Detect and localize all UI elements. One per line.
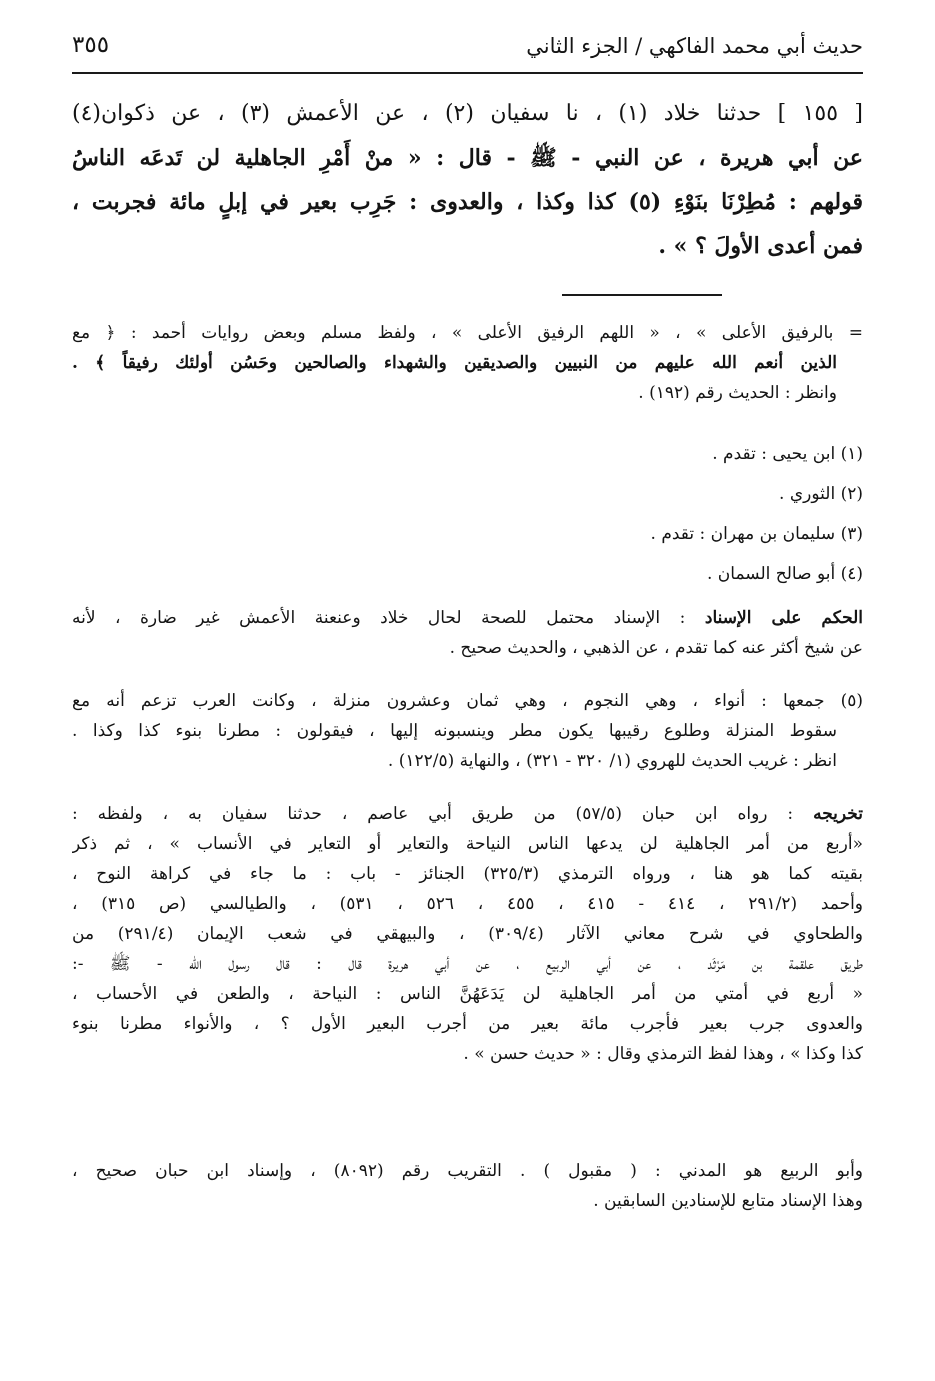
footnote-line: عن شيخ أكثر عنه كما تقدم ، عن الذهبي ، والحديث صحيح . — [449, 638, 863, 658]
footnote-line: (٣) سليمان بن مهران : تقدم . — [650, 524, 863, 544]
final-note — [72, 1156, 863, 1216]
footnote-line: (٥) جمعها : أنواء ، وهي النجوم ، وهي ثمان وعشرون منزلة ، وكانت العرب تزعم أنه مع — [72, 691, 863, 711]
ruling-text: : الإسناد محتمل للصحة لحال خلاد وعنعنة الأعمش غير ضارة ، لأنه — [72, 608, 686, 628]
ruling-label: الحكم على الإسناد — [704, 608, 863, 628]
footnote-line: = بالرفيق الأعلى » ، « اللهم الرفيق الأعلى » ، ولفظ مسلم وبعض روايات أحمد : ﴿ مع — [72, 323, 863, 343]
footnote-continued — [72, 318, 863, 408]
hadith-line: فمن أعدى الأولَ ؟ » . — [658, 233, 863, 259]
hadith-line: عن أبي هريرة ، عن النبي - ﷺ - قال : « منْ أَمْرِ الجاهلية لن تَدعَه الناسُ — [72, 145, 863, 171]
hadith-text — [72, 92, 863, 268]
footnote-line: بقيته كما هو هنا ، ورواه الترمذي (٣٢٥/٣) الجنائز - باب : ما جاء في كراهة النوح ، — [72, 864, 863, 884]
footnote-5 — [72, 686, 863, 776]
takhrij-label: تخريجه — [813, 804, 863, 824]
footnote-line: وهذا الإسناد متابع للإسنادين السابقين . — [593, 1191, 863, 1211]
footnote-line: (١) ابن يحيى : تقدم . — [712, 444, 863, 464]
hadith-line: [ ١٥٥ ] حدثنا خلاد (١) ، نا سفيان (٢) ، عن الأعمش (٣) ، عن ذكوان(٤) — [72, 101, 863, 126]
footnote-line: وانظر : الحديث رقم (١٩٢) . — [638, 383, 837, 403]
footnote-4 — [72, 559, 863, 589]
hadith-line: قولهم : مُطِرْنَا بنَوْءِ (٥) كذا وكذا ، والعدوى : جَرِب بعير في إبلٍ مائة فجربت ، — [72, 189, 863, 215]
running-title: حديث أبي محمد الفاكهي / الجزء الثاني — [526, 34, 863, 58]
footnote-1 — [72, 439, 863, 469]
footnote-line: (٤) أبو صالح السمان . — [707, 564, 863, 584]
footnote-line: طريق علقمة بن مَرْثَد ، عن أبي الربيع ، عن أبي هريرة قال : قال رسول الله - ﷺ -: — [72, 954, 863, 974]
footnote-separator — [562, 294, 722, 296]
footnote-line: والعدوى جرب بعير فأجرب مائة بعير من أجرب البعير الأول ؟ ، والأنواء مطرنا بنوء — [72, 1014, 863, 1034]
footnote-line — [72, 603, 863, 633]
takhrij-text: : رواه ابن حبان (٥٧/٥) من طريق أبي عاصم ، حدثنا سفيان به ، ولفظه : — [72, 804, 794, 824]
footnote-line: « أربع في أمتي من أمر الجاهلية لن يَدَعَهُنَّ الناس : النياحة ، والطعن في الأحساب ، — [72, 984, 863, 1004]
footnote-line — [72, 799, 863, 829]
footnote-line: «أربع من أمر الجاهلية لن يدعها الناس النياحة والتعاير أو التعاير في الأنساب » ، ثم ذكر — [72, 834, 863, 854]
footnote-line: كذا وكذا » ، وهذا لفظ الترمذي وقال : « حديث حسن » . — [463, 1044, 863, 1064]
isnad-ruling — [72, 603, 863, 663]
page-header — [72, 28, 863, 74]
footnote-line: انظر : غريب الحديث للهروي (١/ ٣٢٠ - ٣٢١) ، والنهاية (١٢٢/٥) . — [387, 751, 837, 771]
footnote-line: سقوط المنزلة وطلوع رقيبها يكون مطر وينسبونه إليها ، فيقولون : مطرنا بنوء كذا وكذا . — [72, 721, 837, 741]
page-number: ٣٥٥ — [72, 32, 110, 58]
footnote-line: (٢) الثوري . — [779, 484, 863, 504]
takhrij — [72, 799, 863, 1069]
footnote-line: وأبو الربيع هو المدني : ( مقبول ) . التقريب رقم (٨٠٩٢) ، وإسناد ابن حبان صحيح ، — [72, 1161, 863, 1181]
footnote-line: الذين أنعم الله عليهم من النبيين والصديقين والشهداء والصالحين وحَسُن أولئك رفيقاً ﴾ . — [72, 353, 837, 373]
footnote-line: والطحاوي في شرح معاني الآثار (٣٠٩/٤) ، والبيهقي في شعب الإيمان (٢٩١/٤) من — [72, 924, 863, 944]
footnote-2 — [72, 479, 863, 509]
footnote-3 — [72, 519, 863, 549]
footnote-line: وأحمد (٢٩١/٢ ، ٤١٤ - ٤١٥ ، ٤٥٥ ، ٥٢٦ ، ٥٣١) ، والطيالسي (ص ٣١٥) ، — [72, 894, 863, 914]
